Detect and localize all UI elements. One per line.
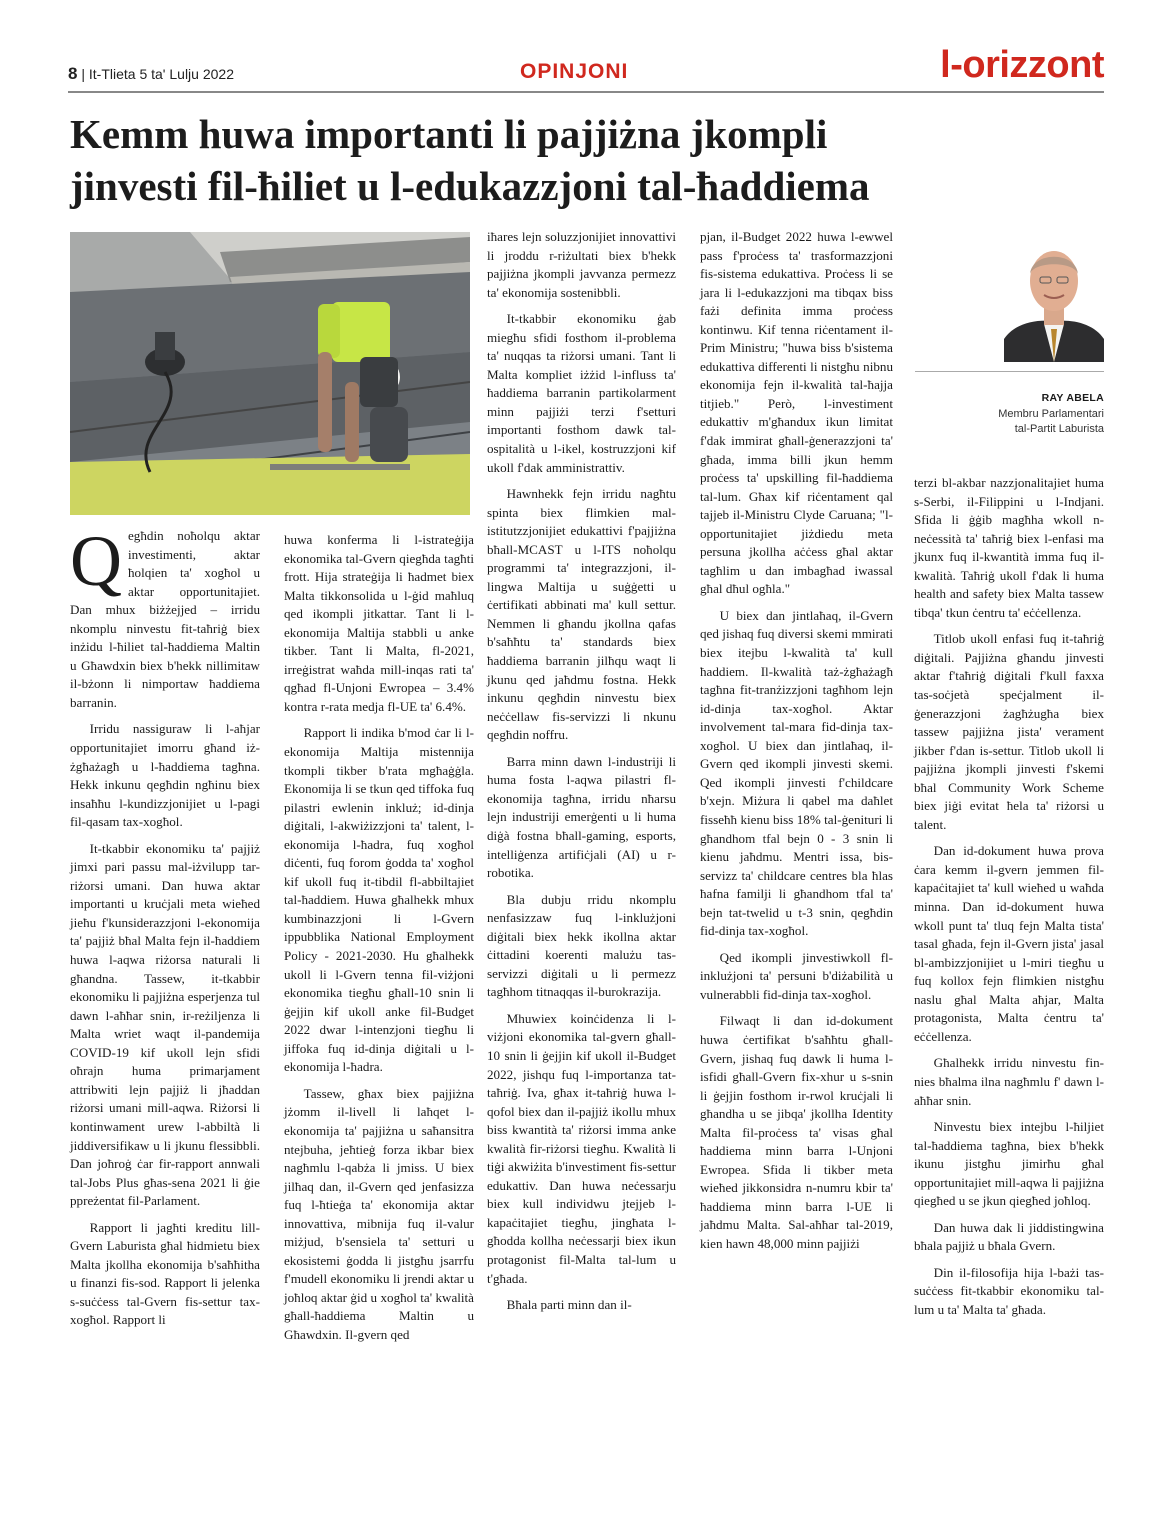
paragraph: Hawnhekk fejn irridu nagħtu spinta biex flimkien mal-istitutzzjonijiet edukattivi f'pajjiżna bħall-MCAST u l-ITS noħolqu programmi ta' integrazzjoni, il-lingwa Maltija u suġġetti u ċertifikati abbinati ma' kull settur. Nemmen li għandu jkollna qafas b'saħħtu ta' standards biex ħaddiema barranin jilħqu waqt li jkunu qed jaħdmu fostna. Hekk inkunu qegħdin ninvestu biex neċċellaw fis-servizzi li nkunu qegħdin noffru.: [487, 486, 676, 743]
headline-line-2: jinvesti fil-ħiliet u l-edukazzjoni tal-ħaddiema: [70, 163, 870, 209]
paragraph: Bla dubju rridu nkomplu nenfasizzaw fuq l-inklużjoni diġitali biex hekk ikollna aktar ċittadini koerenti malużu tas-servizzi diġitali u li permezz tagħhom titnaqqas il-burokrazija.: [487, 891, 676, 1000]
paragraph: Titlob ukoll enfasi fuq it-taħriġ diġitali. Pajjiżna għandu jinvesti aktar f'taħriġ diġitali f'kull faxxa tas-soċjetà speċjalment il-ġenerazzjoni żagħżugħa biex tassew pajjiżna jista' verament jikber f'dan is-settur. Titlob ukoll li pajjiżna jkompli jinvesti f'skemi bħal Community Work Scheme biex jiġi evitat ħela ta' riżorsi u talent.: [914, 631, 1104, 832]
page-info: [68, 64, 234, 84]
paragraph: U biex dan jintlaħaq, il-Gvern qed jishaq fuq diversi skemi mmirati biex itejbu l-kwalità ta' kull ħaddiem. Il-kwalità taż-żgħażagħ tagħna fit-tranżizzjoni tagħhom lejn id-dinja tax-xogħol. Aktar involvement tal-mara fid-dinja tax-xogħol. U biex dan jintlaħaq, il-Gvern qed ikompli jinvesti skemi. Qed ikompli jinvesti f'childcare b'xejn. Miżura li qabel ma daħlet fisseħħ kienu biss 18% tal-ġenituri li għandhom tfal bejn 0 - 3 snin li kienu jaħdmu. Mentri issa, bis-servizz ta' childcare centres bla ħlas ħafna familji li għandhom tfal ta' bejn tat-twelid u t-3 snin, qegħdin fid-dinja tax-xogħol.: [700, 607, 893, 939]
paragraph: Irridu nassiguraw li l-aħjar opportunitajiet imorru għand iż-żgħażagħ u l-ħaddiema tagħna. Hekk inkunu qegħdin ngħinu biex insaħħu l-kundizzjonijiet u l-pagi fil-qasam tax-xogħol.: [70, 721, 260, 830]
paragraph: egħdin noħolqu aktar investimenti, aktar ħolqien ta' xogħol u aktar opportunitajiet. Dan mhux biżżejjed – irridu nkomplu ninvestu fit-taħriġ biex inżidu l-ħiliet tal-ħaddiema Maltin u Għawdxin biex b'hekk nillimitaw il-bżonn li nimportaw ħaddiema barranin.: [70, 528, 260, 710]
section-label: OPINJONI: [520, 60, 629, 83]
paragraph: huwa konferma li l-istrateġija ekonomika tal-Gvern qiegħda tagħti frott. Hija strateġija li ħadmet biex Malta tikkonsolida u l-ġid maħluq qed ikompli jitkattar. Tant li l-ekonomija Maltija stabbli u anke tikber. Tant li Malta, fl-2021, irreġistrat waħda mill-inqas rati ta' qgħad fl-Unjoni Ewropea – 3.4% kontra r-rata medja fl-UE ta' 6.4%.: [284, 532, 474, 714]
paragraph: Filwaqt li dan id-dokument huwa ċertifikat b'saħħtu għall-Gvern, jishaq fuq dawk li huma l-isfidi għall-Gvern fix-xhur u s-snin li ġejjin fosthom ir-rwol kruċjali li għandha u se jibqa' jkollha Identity Malta fil-proċess ta' visas għal ħaddiema minn barra l-Unjoni Ewropea. Sfida li tikber meta wieħed jikkonsidra n-numru kbir ta' ħaddiema minn barra l-UE li jaħdmu Malta. Sal-aħħar tal-2019, kien hawn 48,000 minn pajjiżi: [700, 1013, 893, 1251]
paragraph: Barra minn dawn l-industriji li huma fosta l-aqwa pilastri fl-ekonomija tagħna, irridu nħarsu lejn industriji emerġenti u li huma diġà fostna bħall-gaming, esports, intelliġenza artifiċjali (AI) u r-robotika.: [487, 753, 676, 881]
headline-line-1: Kemm huwa importanti li pajjiżna jkompli: [70, 111, 828, 157]
author-portrait-illustration: [1004, 229, 1104, 362]
article-headline: [70, 108, 1100, 212]
paragraph: Dan huwa dak li jiddistingwina bħala pajjiż u bħala Gvern.: [914, 1219, 1104, 1254]
article-column-1: [70, 521, 260, 1338]
issue-date: | It-Tlieta 5 ta' Lulju 2022: [81, 66, 234, 82]
article-column-4: [700, 228, 893, 1262]
author-role-line-2: tal-Partit Laburista: [1014, 423, 1104, 435]
paragraph: Din il-filosofija hija l-bażi tas-suċċess fit-tkabbir ekonomiku tal-lum u ta' Malta ta' għada.: [914, 1264, 1104, 1317]
article-column-2: [284, 531, 474, 1353]
paragraph: terzi bl-akbar nazzjonalitajiet huma s-Serbi, il-Filippini u l-Indjani. Sfida li ġġib magħha wkoll n-neċessità ta' taħriġ biex l-enfasi ma jkunx fuq il-kwantità imma fuq il-kwalità. Taħriġ ukoll f'dak li huma health and safety biex Malta tassew tibqa' tkun ċentru ta' eċċellenza.: [914, 475, 1104, 620]
page-number: 8: [68, 64, 78, 83]
drop-cap: Q: [70, 521, 122, 601]
article-column-3: [487, 228, 676, 1323]
paragraph: Dan id-dokument huwa prova ċara kemm il-gvern jemmen fil-kapaċitajiet ta' kull wieħed u waħda minna. Dan id-dokument huwa wkoll punt ta' tluq fejn Malta tista' tasal għada, fejn il-Gvern jista' jasal bl-ambizzjonijiet u l-miri tiegħu u fuq kollox fejn flimkien nistgħu naslu għal Malta aħjar, Malta protagonista, Malta ċentru ta' eċċellenza.: [914, 843, 1104, 1044]
author-portrait: [1004, 229, 1104, 362]
paragraph: Rapport li indika b'mod ċar li l-ekonomija Maltija mistennija tkompli tikber b'rata mgħaġġla. Ekonomija li se tkun qed tiffoka fuq pilastri ewlenin inkluż; id-dinja diġitali, l-akwiżizzjoni ta' talent, l-ekonomija l-ħadra, fuq xogħol diċenti, fuq forom ġodda ta' xogħol kif ukoll fuq it-tibdil fl-abbiltajiet tal-ħaddiem. Huwa għalhekk mhux kumbinazzjoni li l-Gvern ippubblika National Employment Policy - 2021-2030. Hu għalhekk ukoll li l-Gvern tenna fil-viżjoni ekonomika tiegħu għall-10 snin li ġejjin kif ukoll anke fil-Budget 2022 dwar l-intenzjoni tiegħu li jiffoka fuq id-dinja diġitali u l-ekonomija l-ħadra.: [284, 725, 474, 1075]
paragraph: Qed ikompli jinvestiwkoll fl-inklużjoni ta' persuni b'diżabilità u vulnerabbli fid-dinja tax-xogħol.: [700, 949, 893, 1002]
article-column-5: [914, 474, 1104, 1328]
paragraph: iħares lejn soluzzjonijiet innovattivi li jroddu r-riżultati biex b'hekk pajjiżna jkompli javvanza permezz ta' ekonomija sostenibbli.: [487, 229, 676, 300]
paragraph: Ninvestu biex intejbu l-ħiljiet tal-ħaddiema tagħna, biex b'hekk ikunu jistgħu jimirħu għal opportunitajiet mill-aqwa li pajjiżna qiegħed u se jkun qiegħed joħloq.: [914, 1119, 1104, 1209]
paragraph: It-tkabbir ekonomiku ġab miegħu sfidi fosthom il-problema ta' nuqqas ta riżorsi umani. Tant li Malta kompliet iżżid l-influss ta' ħaddiema barranin partikolarment minn pajjiżi terzi f'setturi importanti fosthom dawk tal-ospitalità u l-ikel, kostruzzjoni kif ukoll f'dak amministrattiv.: [487, 311, 676, 475]
page-header: [68, 44, 1104, 90]
paragraph: Mhuwiex koinċidenza li l-viżjoni ekonomika tal-gvern għall-10 snin li ġejjin kif ukoll il-Budget 2022, jishqu fuq l-importanza tat-taħriġ. Iva, għax it-taħriġ huwa l-qofol biex dan il-pajjiż ikollu mhux biss kwantità ta' riżorsi imma anke kwalità fir-riżorsi tiegħu. Kwalità li tiġi akwiżita b'investiment fis-settur edukattiv. Dan huwa neċessarju biex kull individwu jtejjeb l-kapaċitajiet tiegħu, jingħata l-għodda kollha neċessarji biex ikun protagonist fil-Malta tal-lum u t'għada.: [487, 1010, 676, 1286]
header-rule: [68, 91, 1104, 93]
author-divider: [915, 371, 1104, 372]
author-role: [998, 407, 1104, 437]
paragraph: Rapport li jagħti kreditu lill-Gvern Laburista għal ħidmietu biex Malta jkollha ekonomija b'saħħitha u finanzi fis-sod. Rapport li jelenka s-suċċess tal-Gvern fis-settur tax-xogħol. Rapport li: [70, 1219, 260, 1328]
worker-photo: [70, 232, 470, 515]
paragraph: Tassew, għax biex pajjiżna jżomm il-livell li laħqet l-ekonomija ta' pajjiżna u saħansitra ntejbuha, jeħtieġ forza ikbar biex nagħmlu l-qabża li jmiss. U biex jilħaq dan, il-Gvern qed jenfasizza fuq l-ħtieġa ta' ekonomija aktar innovattiva, mibnija fuq il-valur miżjud, b'sensiela ta' setturi u ekosistemi ġodda li jistgħu jsarrfu f'mudell ekonomiku li jrendi aktar u joħloq aktar ġid u xogħol ta' kwalità għall-ħaddiema Maltin u Għawdxin. Il-gvern qed: [284, 1085, 474, 1342]
paragraph: Għalhekk irridu ninvestu fin-nies bħalma ilna nagħmlu f' dawn l-aħħar snin.: [914, 1055, 1104, 1108]
paragraph: Bħala parti minn dan il-: [506, 1297, 632, 1313]
masthead-logo: l-orizzont: [940, 44, 1104, 86]
worker-photo-illustration: [70, 232, 470, 515]
author-name: RAY ABELA: [1041, 392, 1104, 404]
author-role-line-1: Membru Parlamentari: [998, 408, 1104, 420]
paragraph: It-tkabbir ekonomiku ta' pajjiż jimxi pari passu mal-iżvilupp tar-riżorsi umani. Dan huwa aktar importanti u kruċjali meta wieħed jieħu f'kunsiderazzjoni l-ekonomija ta' pajjiż bħal Malta fejn il-ħaddiem huwa l-aqwa riżorsa naturali li għandna. Tassew, it-tkabbir ekonomiku li pajjiżna esperjenza tul dawn l-aħħar snin, ir-reżiljenza li Malta wriet waqt il-pandemija COVID-19 kif ukoll lejn sfidi oħrajn huma primarjament attribwiti lejn pajjiż li jħaddan riżorsi umani mill-aqwa. Riżorsi li kontinwament urew l-abbiltà li jiddiversifikaw u li jkunu flessibbli. Dan joħroġ ċar fir-rapport annwali tal-Jobs Plus għas-sena 2021 li ġie ppreżentat fil-Parlament.: [70, 840, 260, 1209]
paragraph: pjan, il-Budget 2022 huwa l-ewwel pass f'proċess ta' trasformazzjoni fis-sistema edukattiva. Proċess li se jara li l-edukazzjoni ma tibqax biss fażi definita imma proċess kontinwu. Kif tenna riċentament il-Prim Ministru; "huwa biss b'sistema edukattiva differenti li nistgħu nibnu ekonomija fejn il-kwalità tal-ħajja titjieb." Però, l-investiment edukattiv m'għandux ikun limitat f'dak immirat għall-ġenerazzjoni ta' għada, imma billi jkun hemm proċess ta' upskilling fil-ħaddiema tal-lum. Għax kif riċentament qal tajjeb il-Ministru Clyde Caruana; "l-opportunitajiet jiżdiedu meta persuna jkollha aċċess għal aktar tagħlim u dan imbagħad iwassal għal dħul ogħla.": [700, 229, 893, 597]
